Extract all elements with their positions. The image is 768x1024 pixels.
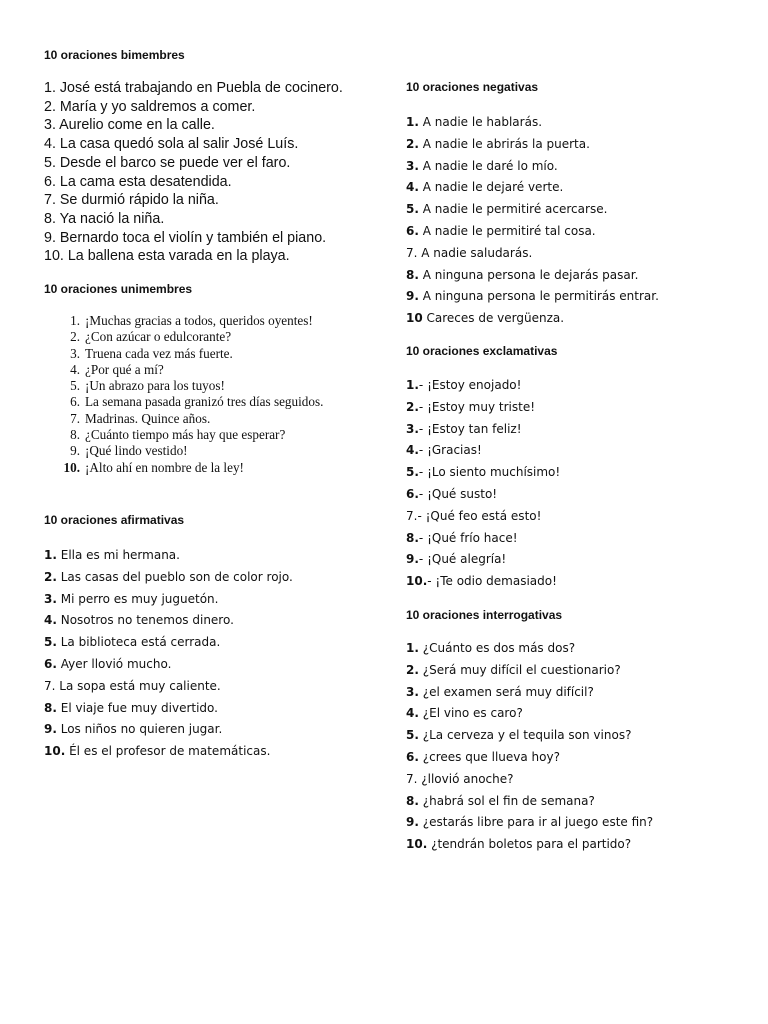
- list-item: 9. Bernardo toca el violín y también el piano.: [44, 229, 327, 246]
- list-item: 5. La biblioteca está cerrada.: [44, 635, 221, 650]
- list-item: 6. A nadie le permitiré tal cosa.: [406, 223, 596, 238]
- list-item: 10 Careces de vergüenza.: [406, 311, 565, 326]
- list-item: 2. ¿Será muy difícil el cuestionario?: [406, 662, 621, 677]
- list-item: 3. Aurelio come en la calle.: [44, 117, 215, 134]
- list-item: 5. ¡Un abrazo para los tuyos!: [70, 378, 225, 394]
- list-item: 5. ¿La cerveza y el tequila son vinos?: [406, 728, 632, 743]
- section-title-afirmativas: 10 oraciones afirmativas: [44, 513, 185, 527]
- list-item: 2.- ¡Estoy muy triste!: [406, 399, 536, 414]
- list-item: 1. ¿Cuánto es dos más dos?: [406, 641, 576, 655]
- list-afirmativas: [44, 545, 293, 763]
- list-item: 1. ¡Muchas gracias a todos, queridos oyentes!: [70, 313, 313, 328]
- list-unimembres: [58, 313, 323, 476]
- list-item: 9. Los niños no quieren jugar.: [44, 722, 223, 737]
- list-item: 3.- ¡Estoy tan feliz!: [406, 421, 522, 436]
- list-item: 1. Ella es mi hermana.: [44, 548, 180, 562]
- list-item: 4. Nosotros no tenemos dinero.: [44, 613, 234, 628]
- list-item: 10. Él es el profesor de matemáticas.: [44, 744, 271, 759]
- list-exclamativas: [406, 375, 560, 593]
- list-item: 8. El viaje fue muy divertido.: [44, 700, 218, 715]
- list-bimembres: [44, 79, 343, 266]
- list-item: 1.- ¡Estoy enojado!: [406, 378, 522, 392]
- list-item: 3. Mi perro es muy juguetón.: [44, 591, 219, 606]
- list-interrogativas: [406, 638, 653, 856]
- list-item: 8. A ninguna persona le dejarás pasar.: [406, 267, 639, 282]
- list-item: 10.- ¡Te odio demasiado!: [406, 574, 557, 589]
- list-item: 9. ¿estarás libre para ir al juego este fin?: [406, 815, 654, 830]
- section-title-interrogativas: 10 oraciones interrogativas: [406, 608, 563, 622]
- list-item: 7. Se durmió rápido la niña.: [44, 192, 219, 209]
- list-item: 6. La semana pasada granizó tres días seguidos.: [70, 394, 324, 410]
- list-item: 1. A nadie le hablarás.: [406, 115, 543, 129]
- list-item: 4. ¿Por qué a mí?: [70, 361, 164, 377]
- list-item: 8. ¿habrá sol el fin de semana?: [406, 793, 595, 808]
- list-item: 4. ¿El vino es caro?: [406, 706, 523, 721]
- list-item: 8. ¿Cuánto tiempo más hay que esperar?: [70, 427, 286, 443]
- list-item: 7. La sopa está muy caliente.: [44, 678, 221, 693]
- list-item: 2. A nadie le abrirás la puerta.: [406, 136, 590, 151]
- list-item: 1. José está trabajando en Puebla de cocinero.: [44, 80, 343, 96]
- list-item: 8.- ¡Qué frío hace!: [406, 530, 518, 545]
- list-item: 5. Desde el barco se puede ver el faro.: [44, 154, 291, 171]
- list-item: 9. A ninguna persona le permitirás entrar.: [406, 289, 659, 304]
- list-item: 3. A nadie le daré lo mío.: [406, 158, 558, 173]
- list-item: 8. Ya nació la niña.: [44, 210, 165, 227]
- list-item: 4. La casa quedó sola al salir José Luís.: [44, 136, 299, 153]
- list-item: 7.- ¡Qué feo está esto!: [406, 508, 542, 523]
- section-title-bimembres: 10 oraciones bimembres: [44, 48, 185, 62]
- list-item: 10. ¿tendrán boletos para el partido?: [406, 837, 632, 852]
- list-item: 4.- ¡Gracias!: [406, 443, 482, 458]
- section-title-negativas: 10 oraciones negativas: [406, 80, 539, 94]
- list-item: 7. A nadie saludarás.: [406, 245, 533, 260]
- list-item: 3. ¿el examen será muy difícil?: [406, 684, 594, 699]
- list-item: 6. ¿crees que llueva hoy?: [406, 749, 560, 764]
- list-item: 2. María y yo saldremos a comer.: [44, 98, 256, 115]
- list-item: 9. ¡Qué lindo vestido!: [70, 443, 188, 459]
- list-item: 2. ¿Con azúcar o edulcorante?: [70, 329, 232, 345]
- section-title-unimembres: 10 oraciones unimembres: [44, 282, 193, 296]
- list-item: 9.- ¡Qué alegría!: [406, 552, 507, 567]
- list-negativas: [406, 112, 659, 330]
- list-item: 10. La ballena esta varada en la playa.: [44, 248, 290, 265]
- list-item: 6.- ¡Qué susto!: [406, 486, 498, 501]
- list-item: 6. La cama esta desatendida.: [44, 173, 232, 190]
- list-item: 3. Truena cada vez más fuerte.: [70, 345, 233, 361]
- list-item: 7. Madrinas. Quince años.: [70, 410, 211, 426]
- list-item: 5.- ¡Lo siento muchísimo!: [406, 465, 561, 480]
- list-item: 10. ¡Alto ahí en nombre de la ley!: [63, 459, 244, 475]
- list-item: 2. Las casas del pueblo son de color rojo.: [44, 569, 293, 584]
- section-title-exclamativas: 10 oraciones exclamativas: [406, 344, 558, 358]
- list-item: 6. Ayer llovió mucho.: [44, 656, 172, 671]
- list-item: 5. A nadie le permitiré acercarse.: [406, 202, 608, 217]
- list-item: 7. ¿llovió anoche?: [406, 771, 514, 786]
- list-item: 4. A nadie le dejaré verte.: [406, 180, 564, 195]
